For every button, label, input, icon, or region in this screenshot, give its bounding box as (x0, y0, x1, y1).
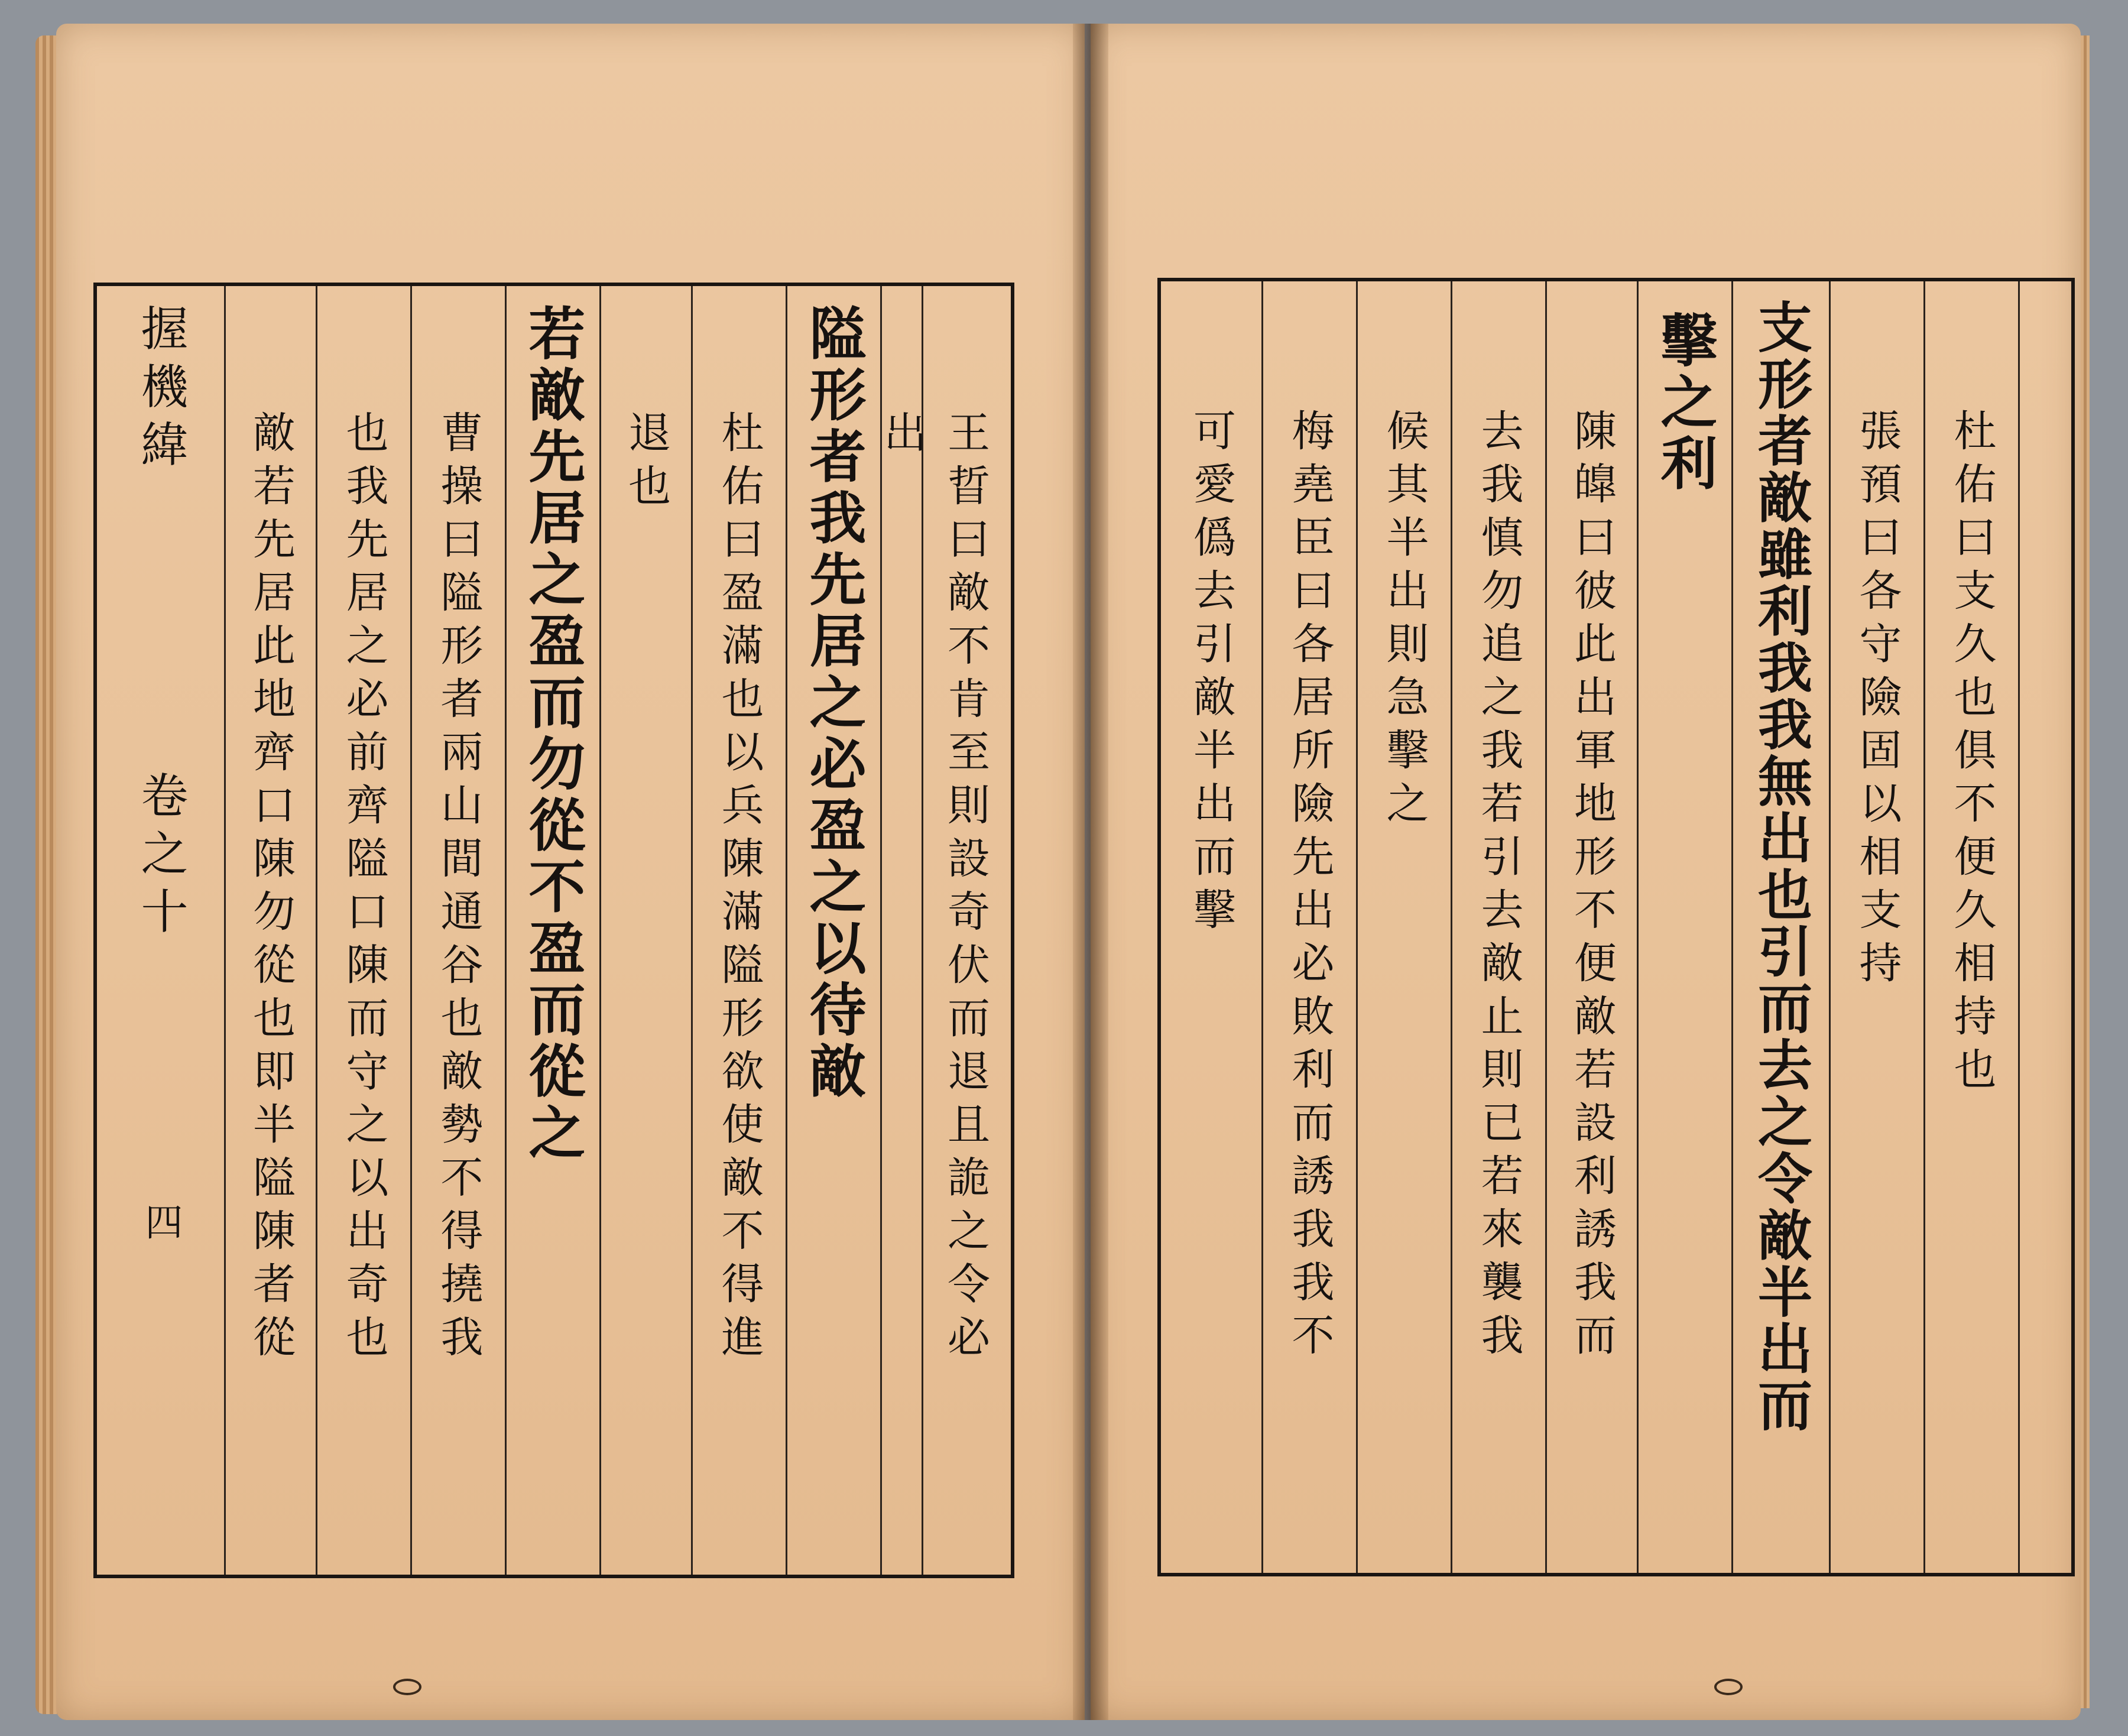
book-gutter (1073, 24, 1108, 1720)
text-column (1923, 281, 2018, 1573)
page-number: 四 (138, 1202, 183, 1251)
right-text-frame (1157, 278, 2075, 1576)
text-column (1731, 281, 1829, 1573)
text-column (1637, 281, 1731, 1573)
column-text: 去我慎勿追之我若引去敵止則已若來襲我 (1474, 408, 1524, 1366)
column-text: 敵若先居此地齊口陳勿從也即半隘陳者從 (246, 410, 296, 1368)
text-column (505, 286, 599, 1575)
column-text: 王晢曰敵不肯至則設奇伏而退且詭之令必 (940, 410, 990, 1368)
column-heading-text: 若敵先居之盈而勿從不盈而從之 (520, 304, 586, 1164)
text-column (691, 286, 786, 1575)
column-text: 陳皥曰彼此出軍地形不便敵若設利誘我而 (1567, 408, 1617, 1366)
text-column (1161, 281, 1261, 1573)
column-text: 出 (877, 410, 927, 463)
text-column (1829, 281, 1923, 1573)
text-column (1356, 281, 1451, 1573)
binding-thread-mark (393, 1679, 421, 1695)
column-text: 候其半出則急擊之 (1379, 408, 1429, 834)
volume-label: 卷之十 (133, 771, 188, 945)
column-heading-text: 擊之利 (1652, 311, 1718, 495)
column-text: 也我先居之必前齊隘口陳而守之以出奇也 (339, 410, 389, 1368)
text-column (410, 286, 505, 1575)
text-column (1261, 281, 1356, 1573)
text-column (877, 286, 927, 1575)
column-text: 杜佑曰盈滿也以兵陳滿隘形欲使敵不得進 (714, 410, 764, 1368)
text-column (316, 286, 410, 1575)
text-column (786, 286, 880, 1575)
left-text-frame (93, 283, 1014, 1578)
text-column (224, 286, 316, 1575)
column-text: 梅堯臣曰各居所險先出必敗利而誘我我不 (1284, 408, 1335, 1366)
column-text: 杜佑曰支久也俱不便久相持也 (1947, 408, 1997, 1100)
text-column (1545, 281, 1637, 1573)
column-text: 可愛僞去引敵半出而擊 (1186, 408, 1236, 940)
text-column (922, 286, 1007, 1575)
margin-title: 握機緯 (133, 304, 188, 478)
binding-thread-mark (1714, 1679, 1743, 1695)
empty-column (2018, 281, 2068, 1573)
column-text: 張預曰各守險固以相支持 (1852, 408, 1902, 994)
column-heading-text: 支形者敵雖利我我無出也引而去之令敵半出而 (1749, 299, 1813, 1434)
column-heading-text: 隘形者我先居之必盈之以待敵 (800, 304, 867, 1103)
banxin-column (97, 286, 224, 1575)
text-column (599, 286, 691, 1575)
column-text: 曹操曰隘形者兩山間通谷也敵勢不得撓我 (433, 410, 484, 1368)
text-column (1451, 281, 1545, 1573)
column-text: 退也 (621, 410, 671, 517)
